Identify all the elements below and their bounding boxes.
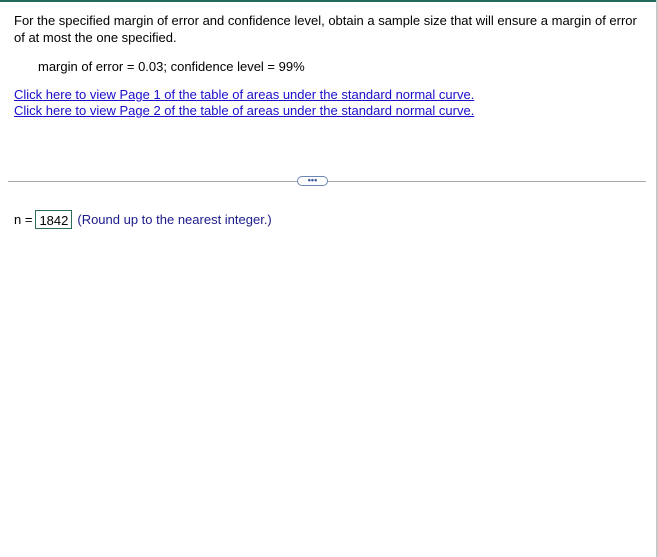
question-text: For the specified margin of error and confidence level, obtain a sample size that will ensure a margin of error of at most the one specified. xyxy=(14,13,637,45)
table-page2-link[interactable]: Click here to view Page 2 of the table of areas under the standard normal curve. xyxy=(14,103,475,118)
answer-hint: (Round up to the nearest integer.) xyxy=(77,212,272,227)
answer-row xyxy=(14,210,272,229)
top-accent-bar xyxy=(0,0,658,2)
expand-button[interactable] xyxy=(297,176,328,186)
answer-input[interactable]: 1842 xyxy=(35,210,72,229)
table-page1-link[interactable]: Click here to view Page 1 of the table of areas under the standard normal curve. xyxy=(14,87,475,102)
answer-prefix: n = xyxy=(14,212,33,227)
parameters-text: margin of error = 0.03; confidence level = 99% xyxy=(38,59,305,74)
more-dots-icon: ••• xyxy=(307,174,318,185)
